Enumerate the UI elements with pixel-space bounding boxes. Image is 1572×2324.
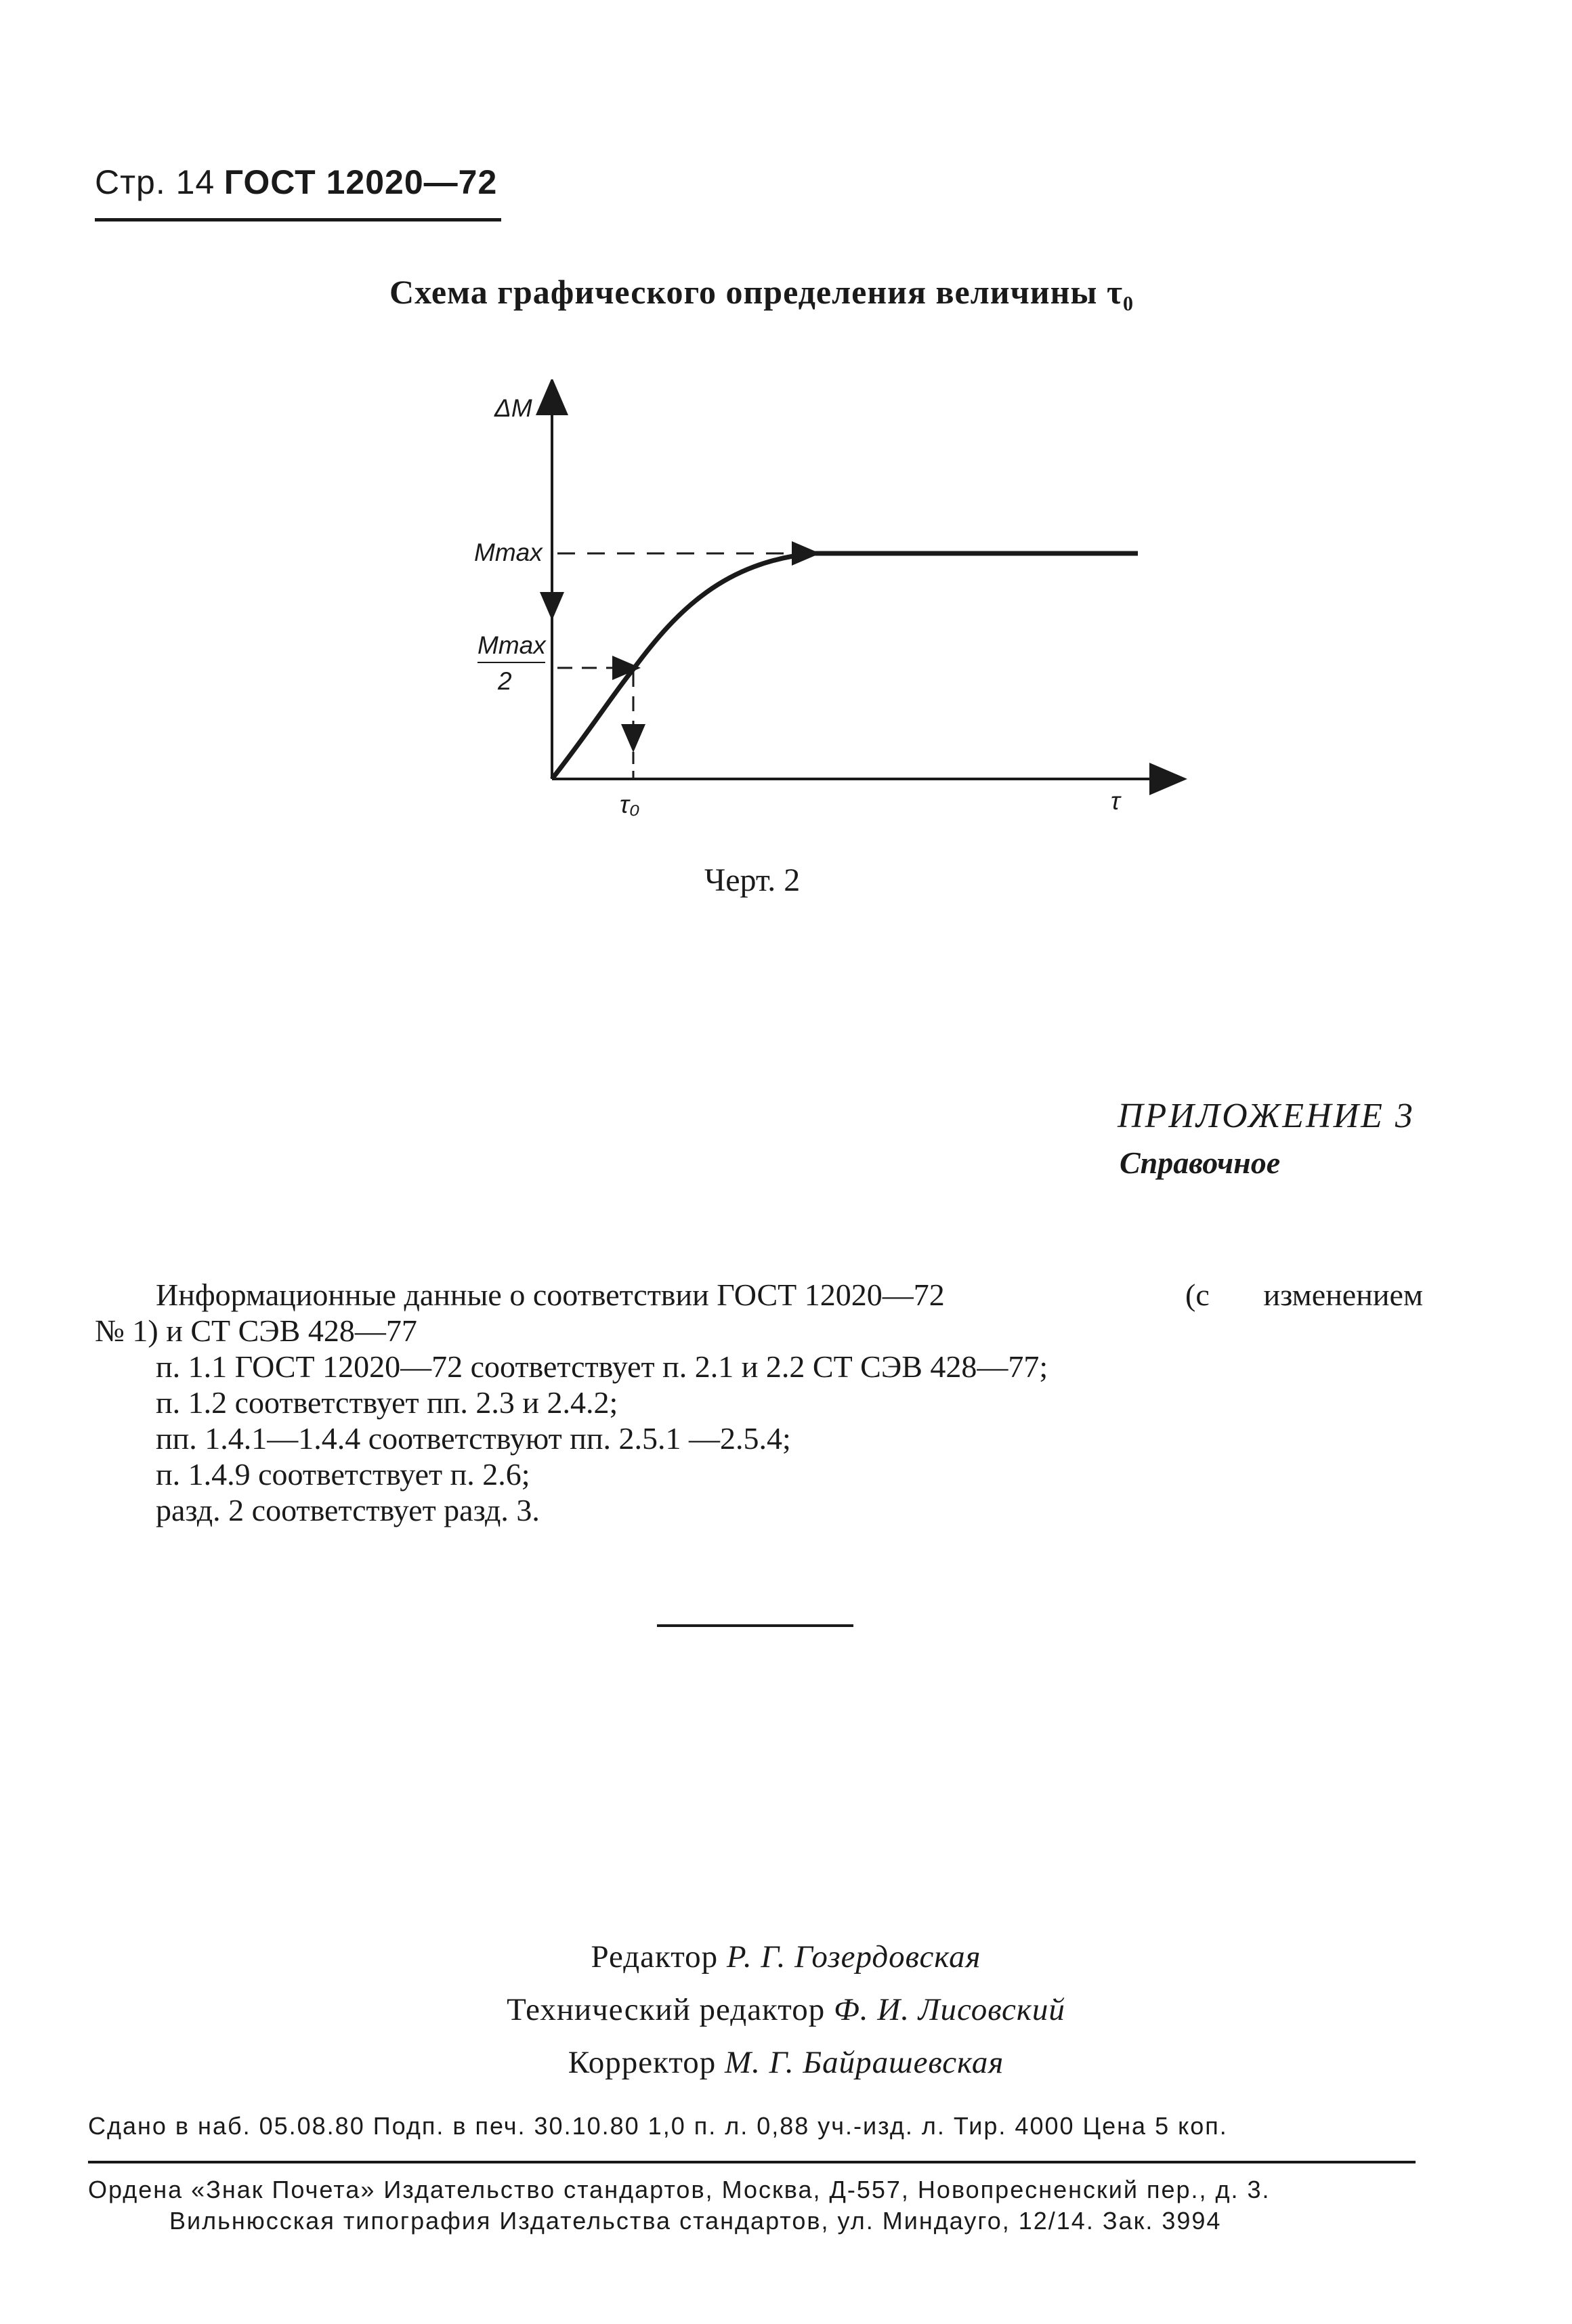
credit-editor [0,1939,1572,1975]
credit-role: Технический редактор [507,1992,826,2027]
appendix-title: ПРИЛОЖЕНИЕ 3 [1118,1097,1415,1135]
tau0-label: τ₀ [620,790,640,818]
x-axis-label: τ [1111,787,1120,815]
credit-role: Корректор [568,2045,717,2080]
y-axis-label: ΔM [494,394,532,422]
standard-number: ГОСТ 12020—72 [224,163,498,201]
info-line-1-end: изменением [1263,1277,1423,1312]
info-line-1: Информационные данные о соответствии ГОСТ 12020—72 [156,1277,945,1312]
credit-tech-editor [0,1991,1572,2028]
header-rule [95,218,501,221]
imprint-rule [88,2161,1416,2163]
figure-caption: Черт. 2 [704,862,801,898]
page-header [95,163,497,202]
imprint-line-2: Ордена «Знак Почета» Издательство стандартов, Москва, Д-557, Новопресненский пер., д. 3. [88,2176,1271,2203]
info-item: п. 1.4.9 соответствует п. 2.6; [156,1457,530,1492]
imprint-line-1: Сдано в наб. 05.08.80 Подп. в печ. 30.10.80 1,0 п. л. 0,88 уч.-изд. л. Тир. 4000 Цена 5 коп. [88,2112,1228,2140]
credit-person: Ф. И. Лисовский [833,1992,1065,2027]
credit-person: М. Г. Байрашевская [725,2045,1004,2080]
imprint-line-3: Вильнюсская типография Издательства стандартов, ул. Миндауго, 12/14. Зак. 3994 [169,2207,1222,2235]
half-numerator-label: Mmax [477,631,546,659]
page-number: Стр. 14 [95,163,215,201]
scheme-title: Схема графического определения величины τ₀ [389,273,1134,311]
info-line-2: № 1) и СТ СЭВ 428—77 [95,1313,417,1348]
credit-role: Редактор [591,1939,719,1974]
info-item: пп. 1.4.1—1.4.4 соответствуют пп. 2.5.1 —2.5.4; [156,1421,791,1456]
info-item: п. 1.1 ГОСТ 12020—72 соответствует п. 2.1 и 2.2 СТ СЭВ 428—77; [156,1349,1048,1384]
credit-person: Р. Г. Гозердовская [726,1939,981,1974]
info-item: разд. 2 соответствует разд. 3. [156,1493,540,1527]
section-divider [657,1624,853,1627]
half-denominator-label: 2 [498,667,512,695]
mmax-label: Mmax [474,538,543,566]
appendix-subtitle: Справочное [1120,1145,1281,1180]
info-line-1-mid: (с [1185,1277,1210,1312]
credit-corrector [0,2044,1572,2081]
tau0-diagram [433,379,1199,840]
info-item: п. 1.2 соответствует пп. 2.3 и 2.4.2; [156,1385,618,1420]
saturation-curve [552,553,1138,779]
